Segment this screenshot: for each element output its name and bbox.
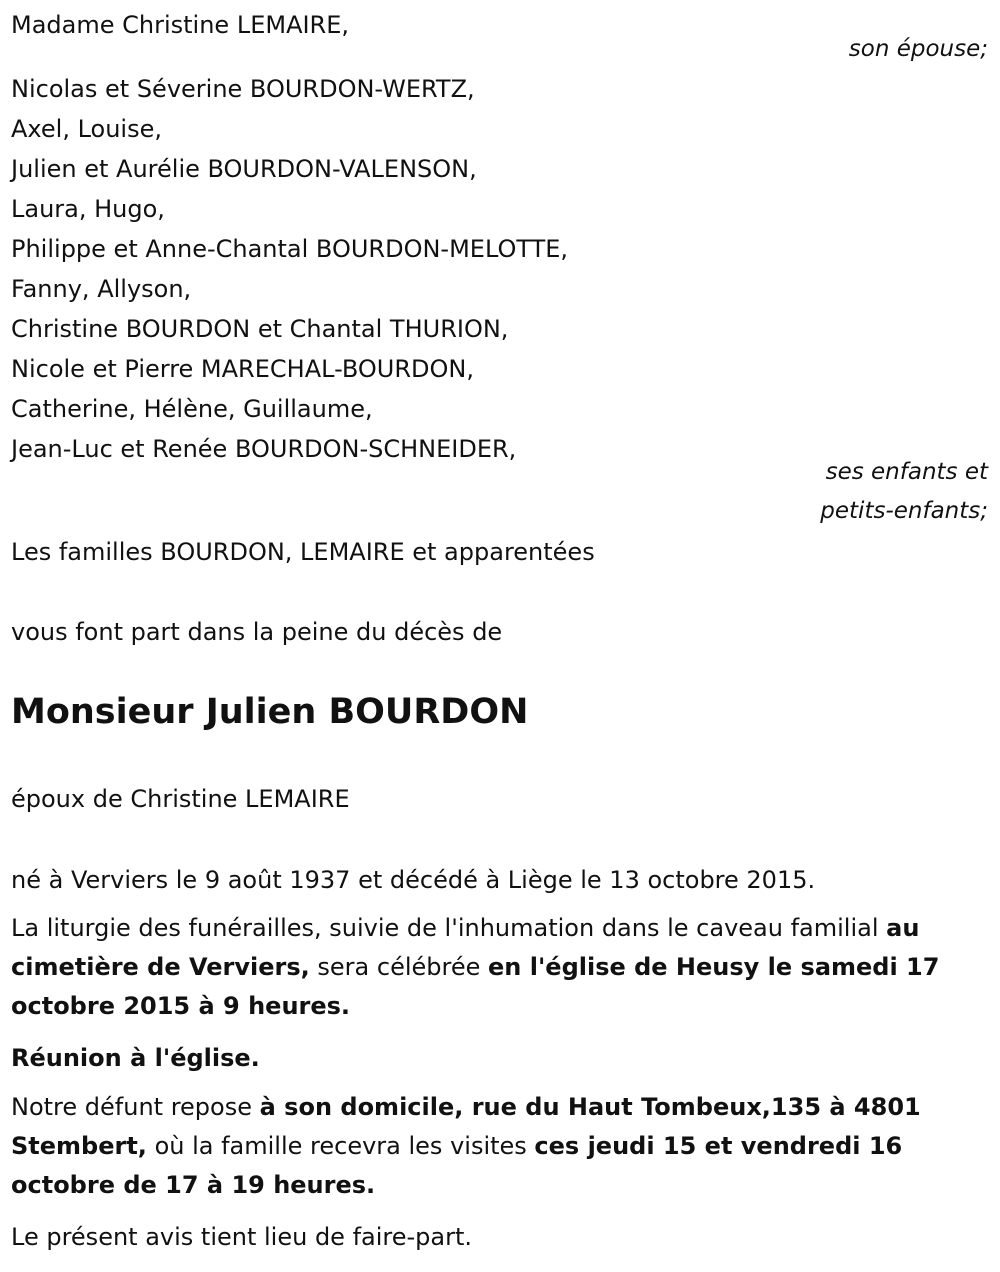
children-role-line2: petits-enfants; bbox=[820, 498, 988, 524]
funeral-text-mid: sera célébrée bbox=[309, 953, 488, 981]
children-role-line1: ses enfants et bbox=[825, 459, 988, 485]
closing-line: Le présent avis tient lieu de faire-part. bbox=[11, 1223, 473, 1251]
reunion-line: Réunion à l'église. bbox=[11, 1044, 260, 1072]
list-item: Nicole et Pierre MARECHAL-BOURDON, bbox=[11, 355, 474, 383]
spouse-role: son épouse; bbox=[848, 36, 988, 62]
list-item: Axel, Louise, bbox=[11, 115, 162, 143]
funeral-text: La liturgie des funérailles, suivie de l'inhumation dans le caveau familial bbox=[11, 914, 887, 942]
visits-text-mid: où la famille recevra les visites bbox=[146, 1132, 535, 1160]
visits-paragraph bbox=[11, 1088, 986, 1205]
list-item: Fanny, Allyson, bbox=[11, 275, 192, 303]
announcement-line: vous font part dans la peine du décès de bbox=[11, 618, 503, 646]
list-item: Nicolas et Séverine BOURDON-WERTZ, bbox=[11, 75, 475, 103]
list-item: Christine BOURDON et Chantal THURION, bbox=[11, 315, 509, 343]
families-line: Les familles BOURDON, LEMAIRE et apparentées bbox=[11, 538, 595, 566]
list-item: Philippe et Anne-Chantal BOURDON-MELOTTE, bbox=[11, 235, 569, 263]
visits-address: à son domicile, rue du Haut Tombeux,135 à 4801 Stembert, bbox=[11, 1093, 921, 1160]
list-item: Julien et Aurélie BOURDON-VALENSON, bbox=[11, 155, 477, 183]
visits-text: Notre défunt repose bbox=[11, 1093, 260, 1121]
spouse-name: Madame Christine LEMAIRE, bbox=[11, 11, 350, 39]
visits-dates: ces jeudi 15 et vendredi 16 octobre de 17 à 19 heures. bbox=[11, 1132, 903, 1199]
deceased-spouse-line: époux de Christine LEMAIRE bbox=[11, 785, 350, 813]
funeral-paragraph bbox=[11, 909, 986, 1026]
deceased-name: Monsieur Julien BOURDON bbox=[11, 692, 529, 732]
list-item: Catherine, Hélène, Guillaume, bbox=[11, 395, 373, 423]
funeral-church-date: en l'église de Heusy le samedi 17 octobre 2015 à 9 heures. bbox=[11, 953, 940, 1020]
list-item: Jean-Luc et Renée BOURDON-SCHNEIDER, bbox=[11, 435, 517, 463]
funeral-cemetery: au cimetière de Verviers, bbox=[11, 914, 920, 981]
birth-death-line: né à Verviers le 9 août 1937 et décédé à Liège le 13 octobre 2015. bbox=[11, 866, 816, 894]
list-item: Laura, Hugo, bbox=[11, 195, 165, 223]
